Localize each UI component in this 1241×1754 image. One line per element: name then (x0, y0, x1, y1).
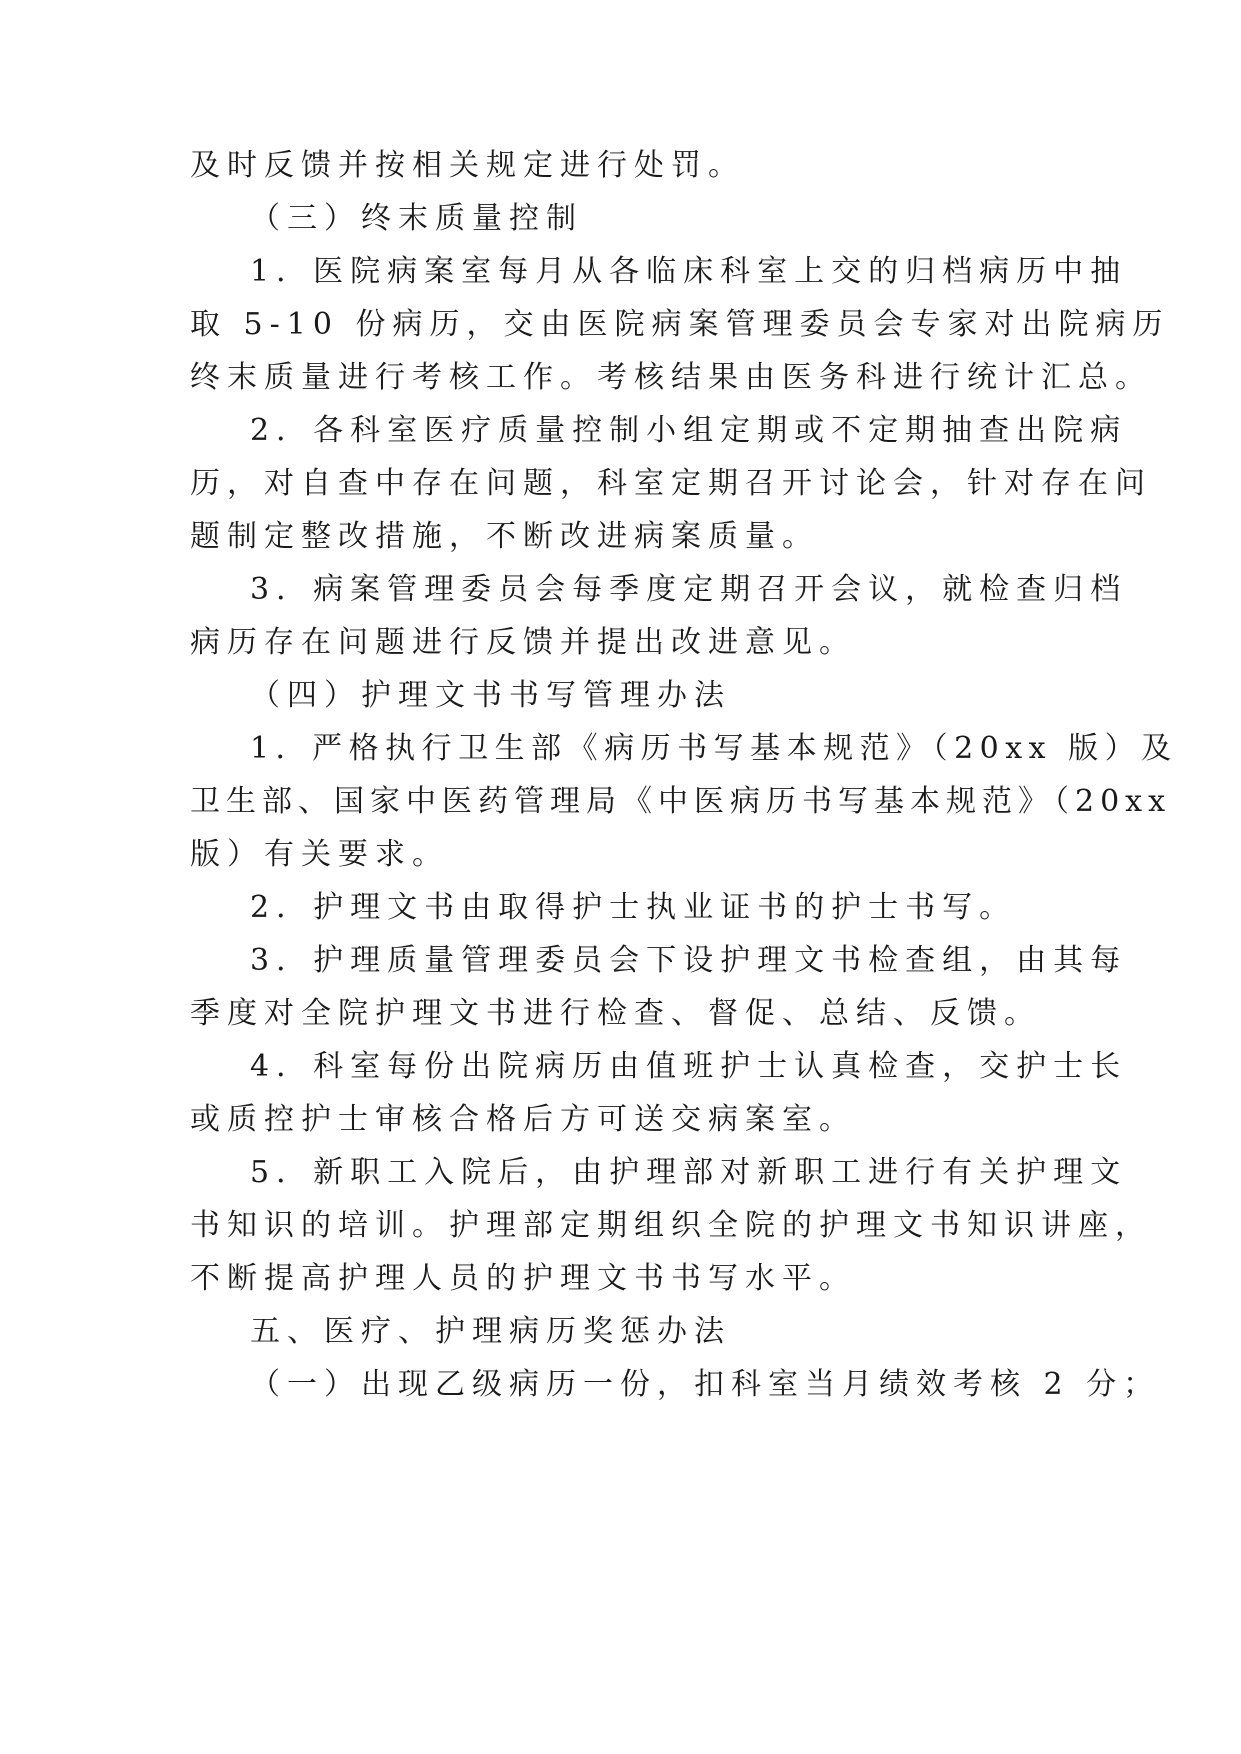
paragraph-line: 不断提高护理人员的护理文书书写水平。 (190, 1261, 856, 1296)
section-heading: （三）终末质量控制 (250, 201, 583, 236)
paragraph-line: 或质控护士审核合格后方可送交病案室。 (190, 1102, 856, 1137)
paragraph-line: 历，对自查中存在问题，科室定期召开讨论会，针对存在问 (190, 466, 1152, 501)
paragraph-line: 病历存在问题进行反馈并提出改进意见。 (190, 625, 856, 660)
paragraph-line: 卫生部、国家中医药管理局《中医病历书写基本规范》（20xx (190, 784, 1172, 819)
paragraph-line: 2．护理文书由取得护士执业证书的护士书写。 (250, 890, 1017, 925)
paragraph-line: 2．各科室医疗质量控制小组定期或不定期抽查出院病 (250, 413, 1128, 448)
paragraph-line: 及时反馈并按相关规定进行处罚。 (190, 148, 745, 183)
paragraph-line: 1．医院病案室每月从各临床科室上交的归档病历中抽 (250, 254, 1128, 289)
paragraph-line: 题制定整改措施，不断改进病案质量。 (190, 519, 819, 554)
paragraph-line: 5．新职工入院后，由护理部对新职工进行有关护理文 (250, 1155, 1128, 1190)
paragraph-line: 3．病案管理委员会每季度定期召开会议，就检查归档 (250, 572, 1128, 607)
paragraph-line: 终末质量进行考核工作。考核结果由医务科进行统计汇总。 (190, 360, 1152, 395)
paragraph-line: 4．科室每份出院病历由值班护士认真检查，交护士长 (250, 1049, 1128, 1084)
section-heading: （四）护理文书书写管理办法 (250, 678, 731, 713)
paragraph-line: 3．护理质量管理委员会下设护理文书检查组，由其每 (250, 943, 1128, 978)
paragraph-line: 书知识的培训。护理部定期组织全院的护理文书知识讲座， (190, 1208, 1152, 1243)
paragraph-line: 取 5-10 份病历，交由医院病案管理委员会专家对出院病历 (190, 307, 1170, 342)
paragraph-line: 季度对全院护理文书进行检查、督促、总结、反馈。 (190, 996, 1041, 1031)
paragraph-line: 1．严格执行卫生部《病历书写基本规范》（20xx 版）及 (250, 731, 1178, 766)
paragraph-line: （一）出现乙级病历一份，扣科室当月绩效考核 2 分； (250, 1367, 1161, 1402)
paragraph-line: 版）有关要求。 (190, 837, 449, 872)
section-heading: 五、医疗、护理病历奖惩办法 (250, 1314, 731, 1349)
